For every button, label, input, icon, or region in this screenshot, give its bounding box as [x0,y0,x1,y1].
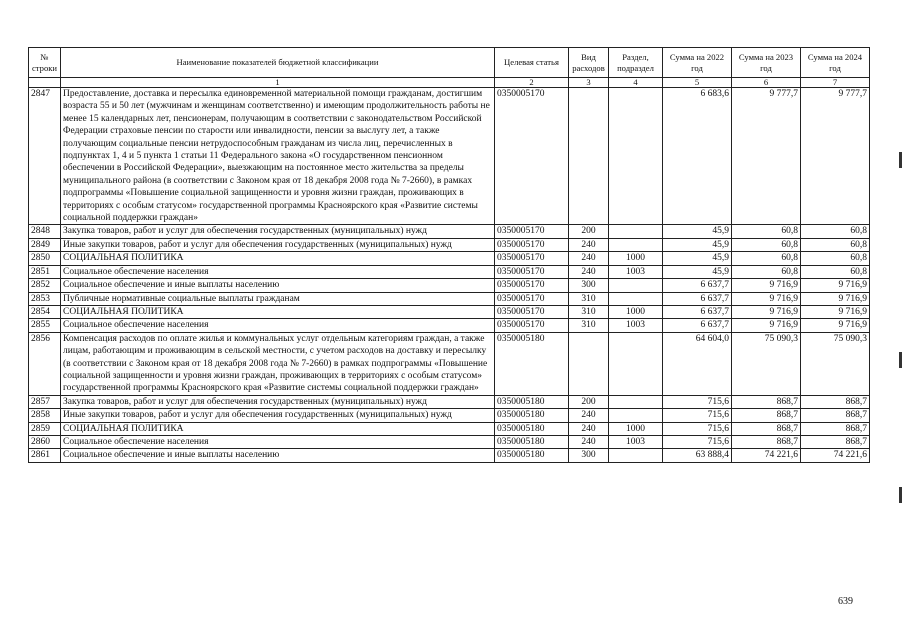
sum-2022: 6 637,7 [663,305,732,318]
row-number: 2858 [29,409,61,422]
section-code [609,332,663,395]
section-code [609,292,663,305]
column-number: 2 [495,78,569,88]
sum-2023: 74 221,6 [732,449,801,462]
table-row [29,279,870,292]
expense-type: 200 [569,225,609,238]
sum-2022: 6 637,7 [663,279,732,292]
section-code [609,88,663,225]
indicator-name: Закупка товаров, работ и услуг для обеспечения государственных (муниципальных) нужд [61,395,495,408]
expense-type: 200 [569,395,609,408]
expense-type: 300 [569,279,609,292]
row-number: 2860 [29,435,61,448]
sum-2024: 60,8 [801,238,870,251]
table-row [29,449,870,462]
sum-2022: 6 683,6 [663,88,732,225]
target-article: 0350005180 [495,409,569,422]
table-header [29,48,870,78]
expense-type: 310 [569,305,609,318]
sum-2023: 868,7 [732,409,801,422]
target-article: 0350005170 [495,88,569,225]
target-article: 0350005170 [495,305,569,318]
sum-2024: 9 716,9 [801,305,870,318]
expense-type: 240 [569,409,609,422]
sum-2024: 75 090,3 [801,332,870,395]
expense-type [569,88,609,225]
sum-2023: 868,7 [732,435,801,448]
header-sum-2024: Сумма на 2024 год [801,48,870,78]
row-number: 2856 [29,332,61,395]
sum-2024: 9 716,9 [801,292,870,305]
section-code [609,238,663,251]
sum-2023: 60,8 [732,252,801,265]
scan-edge-mark [899,152,902,168]
indicator-name: Социальное обеспечение населения [61,265,495,278]
expense-type: 240 [569,435,609,448]
row-number: 2851 [29,265,61,278]
indicator-name: Публичные нормативные социальные выплаты гражданам [61,292,495,305]
target-article: 0350005170 [495,319,569,332]
sum-2022: 45,9 [663,252,732,265]
section-code: 1000 [609,422,663,435]
table-row [29,319,870,332]
indicator-name: Компенсация расходов по оплате жилья и коммунальных услуг отдельным категориям граждан, а также лицам, работающим и проживающим в сельской местности, с учетом расходов на доставку и пересылку (в соответствии с Законом края от 18 декабря 2008 года № 7-2660) в рамках подпрограммы «Повышение социальной защищенности и уровня жизни граждан, проживающих в территориях с особым статусом» государственной программы Красноярского края «Развитие системы социальной поддержки граждан» [61,332,495,395]
indicator-name: Закупка товаров, работ и услуг для обеспечения государственных (муниципальных) нужд [61,225,495,238]
section-code: 1003 [609,319,663,332]
table-row [29,422,870,435]
sum-2023: 60,8 [732,225,801,238]
sum-2023: 60,8 [732,238,801,251]
expense-type: 310 [569,292,609,305]
sum-2022: 6 637,7 [663,319,732,332]
row-number: 2855 [29,319,61,332]
sum-2024: 9 716,9 [801,279,870,292]
header-expense-type: Вид расходов [569,48,609,78]
sum-2024: 868,7 [801,409,870,422]
column-number-row [29,78,870,88]
target-article: 0350005170 [495,292,569,305]
sum-2022: 45,9 [663,225,732,238]
sum-2024: 868,7 [801,435,870,448]
sum-2023: 75 090,3 [732,332,801,395]
sum-2023: 9 716,9 [732,319,801,332]
budget-table [28,47,870,463]
indicator-name: Социальное обеспечение населения [61,319,495,332]
sum-2022: 715,6 [663,422,732,435]
indicator-name: Предоставление, доставка и пересылка единовременной материальной помощи гражданам, достигшим возраста 55 и 50 лет (мужчинам и женщинам соответственно) и имеющим продолжительность работы не менее 15 календарных лет, пенсионерам, получающим в соответствии с законодательством Российской Федерации страховые пенсии по старости или инвалидности, пенсии за выслугу лет, а также получающим социальные пенсии нетрудоспособным гражданам из числа лиц, перечисленных в подпунктах 1, 4 и 5 пункта 1 статьи 11 Федерального закона «О государственном пенсионном обеспечении в Российской Федерации», выезжающим на постоянное место жительства за пределы муниципального района (в соответствии с Законом края от 18 декабря 2008 года № 7-2660), в рамках подпрограммы «Повышение социальной защищенности и уровня жизни граждан, проживающих в территориях с особым статусом» государственной программы Красноярского края «Развитие системы социальной поддержки граждан» [61,88,495,225]
column-number: 7 [801,78,870,88]
row-number: 2854 [29,305,61,318]
sum-2022: 6 637,7 [663,292,732,305]
scan-edge-mark [899,487,902,503]
table-row [29,332,870,395]
table-row [29,409,870,422]
sum-2022: 63 888,4 [663,449,732,462]
target-article: 0350005170 [495,265,569,278]
section-code [609,395,663,408]
expense-type: 310 [569,319,609,332]
sum-2024: 9 777,7 [801,88,870,225]
section-code [609,225,663,238]
header-sum-2023: Сумма на 2023 год [732,48,801,78]
column-number: 4 [609,78,663,88]
row-number: 2859 [29,422,61,435]
sum-2023: 9 777,7 [732,88,801,225]
section-code: 1000 [609,252,663,265]
sum-2024: 868,7 [801,422,870,435]
sum-2024: 60,8 [801,252,870,265]
table-row [29,225,870,238]
sum-2022: 715,6 [663,409,732,422]
header-sum-2022: Сумма на 2022 год [663,48,732,78]
row-number: 2852 [29,279,61,292]
target-article: 0350005180 [495,332,569,395]
target-article: 0350005180 [495,395,569,408]
table-row [29,252,870,265]
table-row [29,265,870,278]
target-article: 0350005170 [495,238,569,251]
sum-2024: 9 716,9 [801,319,870,332]
indicator-name: СОЦИАЛЬНАЯ ПОЛИТИКА [61,252,495,265]
row-number: 2849 [29,238,61,251]
page-number: 639 [838,596,853,607]
table-body [29,78,870,463]
indicator-name: Иные закупки товаров, работ и услуг для обеспечения государственных (муниципальных) нужд [61,238,495,251]
scan-edge-mark [899,352,902,368]
section-code [609,409,663,422]
row-number: 2853 [29,292,61,305]
target-article: 0350005180 [495,449,569,462]
section-code: 1000 [609,305,663,318]
sum-2023: 9 716,9 [732,279,801,292]
indicator-name: Социальное обеспечение и иные выплаты населению [61,449,495,462]
header-target: Целевая статья [495,48,569,78]
row-number: 2857 [29,395,61,408]
sum-2022: 715,6 [663,435,732,448]
indicator-name: Социальное обеспечение и иные выплаты населению [61,279,495,292]
sum-2022: 45,9 [663,238,732,251]
table-row [29,238,870,251]
target-article: 0350005170 [495,279,569,292]
indicator-name: Иные закупки товаров, работ и услуг для обеспечения государственных (муниципальных) нужд [61,409,495,422]
indicator-name: СОЦИАЛЬНАЯ ПОЛИТИКА [61,305,495,318]
sum-2023: 868,7 [732,422,801,435]
target-article: 0350005180 [495,435,569,448]
table-row [29,395,870,408]
table-row [29,292,870,305]
header-name: Наименование показателей бюджетной классификации [61,48,495,78]
header-row-no: № строки [29,48,61,78]
sum-2023: 868,7 [732,395,801,408]
sum-2022: 45,9 [663,265,732,278]
table-row [29,305,870,318]
section-code [609,449,663,462]
row-number: 2848 [29,225,61,238]
header-section: Раздел, подраздел [609,48,663,78]
row-number: 2850 [29,252,61,265]
expense-type: 240 [569,238,609,251]
target-article: 0350005170 [495,225,569,238]
column-number [29,78,61,88]
expense-type: 240 [569,252,609,265]
expense-type: 240 [569,265,609,278]
row-number: 2847 [29,88,61,225]
expense-type [569,332,609,395]
expense-type: 240 [569,422,609,435]
section-code: 1003 [609,435,663,448]
target-article: 0350005180 [495,422,569,435]
sum-2024: 60,8 [801,225,870,238]
sum-2024: 60,8 [801,265,870,278]
column-number: 1 [61,78,495,88]
sum-2023: 9 716,9 [732,305,801,318]
sum-2024: 868,7 [801,395,870,408]
column-number: 6 [732,78,801,88]
sum-2023: 60,8 [732,265,801,278]
row-number: 2861 [29,449,61,462]
table-row [29,435,870,448]
target-article: 0350005170 [495,252,569,265]
section-code: 1003 [609,265,663,278]
sum-2023: 9 716,9 [732,292,801,305]
sum-2022: 64 604,0 [663,332,732,395]
expense-type: 300 [569,449,609,462]
indicator-name: Социальное обеспечение населения [61,435,495,448]
column-number: 5 [663,78,732,88]
sum-2024: 74 221,6 [801,449,870,462]
indicator-name: СОЦИАЛЬНАЯ ПОЛИТИКА [61,422,495,435]
table-row [29,88,870,225]
column-number: 3 [569,78,609,88]
section-code [609,279,663,292]
sum-2022: 715,6 [663,395,732,408]
